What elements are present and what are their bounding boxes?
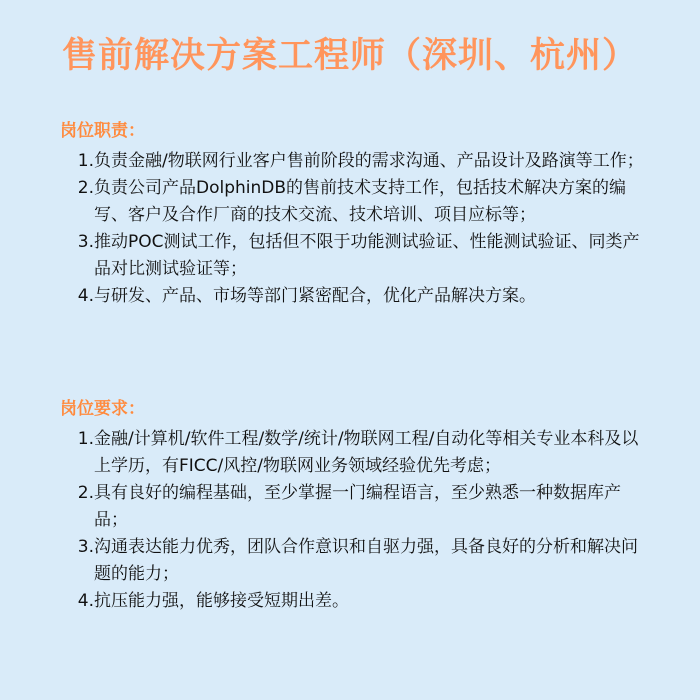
- requirement-text-2: 具有良好的编程基础，至少掌握一门编程语言，至少熟悉一种数据库产品；: [94, 483, 621, 530]
- responsibility-item-1: [60, 148, 650, 175]
- requirement-text-1: 金融/计算机/软件工程/数学/统计/物联网工程/自动化等相关专业本科及以上学历，有FICC/风控/物联网业务领域经验优先考虑；: [94, 429, 639, 476]
- responsibility-text-1: 负责金融/物联网行业客户售前阶段的需求沟通、产品设计及路演等工作；: [94, 151, 644, 171]
- responsibilities-heading: 岗位职责：: [60, 121, 145, 141]
- requirement-text-3: 沟通表达能力优秀，团队合作意识和自驱力强，具备良好的分析和解决问题的能力；: [94, 537, 638, 584]
- responsibility-number-4: 4.: [77, 286, 94, 306]
- responsibility-number-3: 3.: [77, 232, 94, 252]
- requirement-item-2: [60, 480, 650, 534]
- requirement-item-1: [60, 426, 650, 480]
- responsibility-number-2: 2.: [77, 178, 94, 198]
- requirements-list: [60, 426, 650, 615]
- responsibility-text-4: 与研发、产品、市场等部门紧密配合，优化产品解决方案。: [94, 286, 536, 306]
- responsibility-text-3: 推动POC测试工作，包括但不限于功能测试验证、性能测试验证、同类产品对比测试验证等；: [94, 232, 640, 279]
- requirement-number-2: 2.: [77, 483, 94, 503]
- responsibility-item-4: [60, 283, 650, 310]
- requirements-heading: 岗位要求：: [60, 399, 145, 419]
- requirement-number-4: 4.: [77, 591, 94, 611]
- requirement-item-3: [60, 534, 650, 588]
- responsibility-number-1: 1.: [77, 151, 94, 171]
- responsibilities-list: [60, 148, 650, 310]
- requirements-section: [60, 397, 650, 615]
- requirement-number-1: 1.: [77, 429, 94, 449]
- requirement-text-4: 抗压能力强，能够接受短期出差。: [94, 591, 349, 611]
- responsibility-item-2: [60, 175, 650, 229]
- page-title: 售前解决方案工程师（深圳、杭州）: [61, 36, 638, 76]
- responsibilities-section: [60, 119, 650, 310]
- requirement-item-4: [60, 588, 650, 615]
- responsibility-text-2: 负责公司产品DolphinDB的售前技术支持工作，包括技术解决方案的编写、客户及合作厂商的技术交流、技术培训、项目应标等；: [94, 178, 627, 225]
- responsibility-item-3: [60, 229, 650, 283]
- requirement-number-3: 3.: [77, 537, 94, 557]
